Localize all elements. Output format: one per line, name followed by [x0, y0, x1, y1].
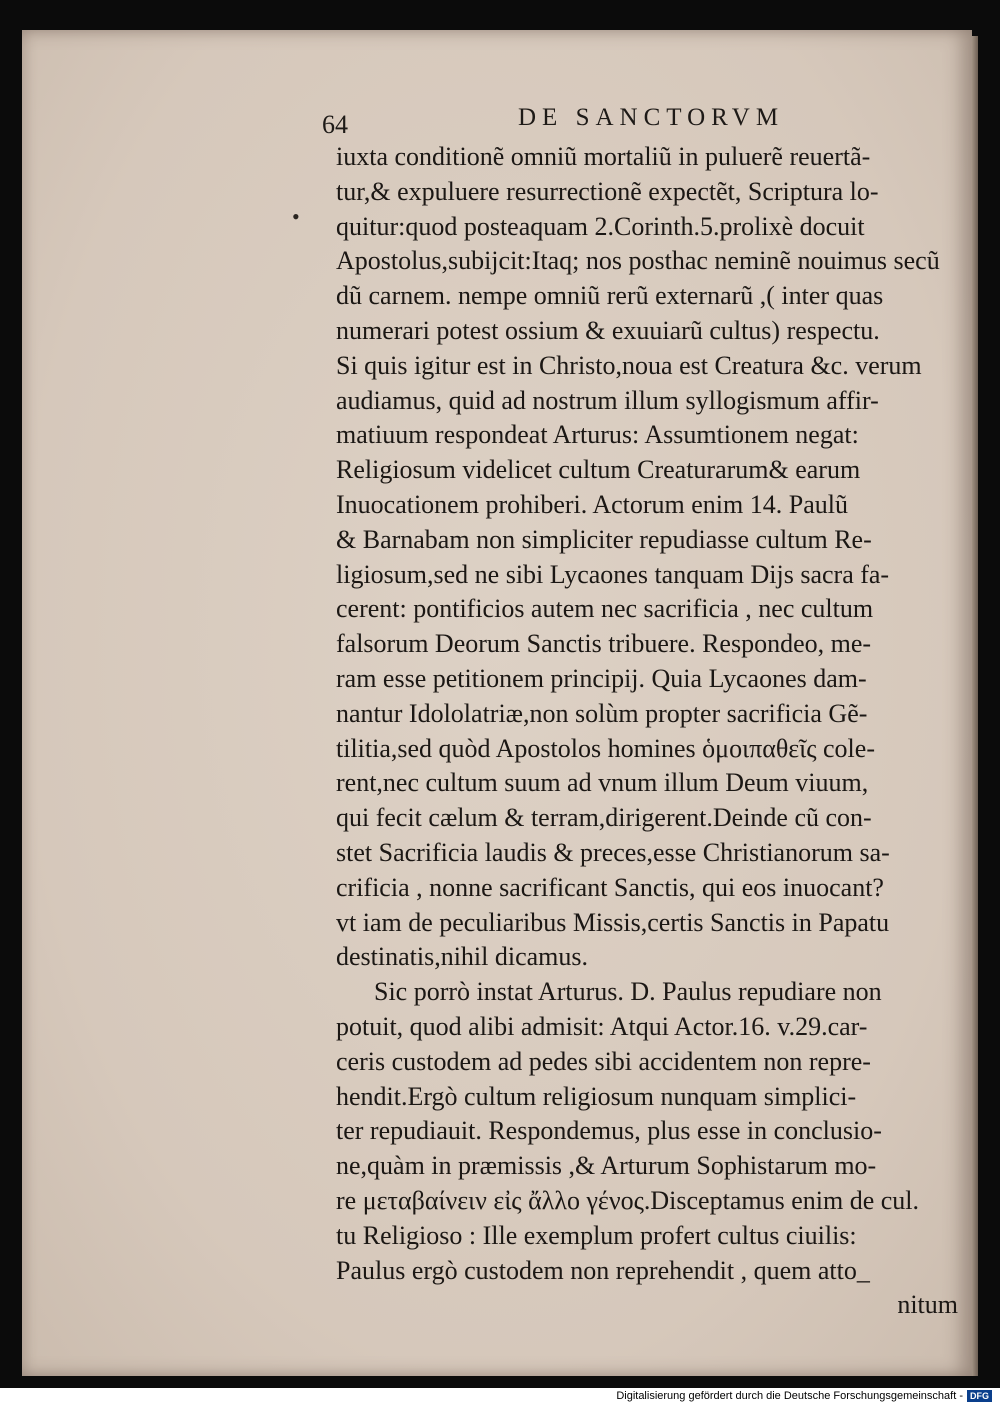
text-line: matiuum respondeat Arturus: Assumtionem negat: — [336, 420, 859, 450]
text-line: Paulus ergò custodem non reprehendit , quem atto_ — [336, 1255, 870, 1285]
text-line: rent,nec cultum suum ad vnum illum Deum viuum, — [336, 768, 869, 798]
text-line: Si quis igitur est in Christo,noua est Creatura &c. verum — [336, 350, 922, 380]
margin-mark: • — [292, 204, 300, 229]
page-header — [322, 104, 792, 144]
paragraph-start-line: Sic porrò instat Arturus. D. Paulus repudiare non — [374, 977, 882, 1007]
text-line: tu Religioso : Ille exemplum profert cultus ciuilis: — [336, 1220, 857, 1250]
text-line: falsorum Deorum Sanctis tribuere. Respondeo, me- — [336, 629, 872, 659]
text-line: ligiosum,sed ne sibi Lycaones tanquam Dijs sacra fa- — [336, 559, 890, 589]
dfg-logo: DFG — [967, 1390, 992, 1402]
text-line: re μεταβαίνειν εἰς ἄλλο γένος.Disceptamus enim de cul. — [336, 1185, 919, 1215]
text-line: ceris custodem ad pedes sibi accidentem non repre- — [336, 1046, 871, 1076]
text-line: Religiosum videlicet cultum Creaturarum& earum — [336, 455, 861, 485]
catchword: nitum — [897, 1290, 958, 1320]
text-line: qui fecit cælum & terram,dirigerent.Deinde cũ con- — [336, 803, 872, 833]
text-line: vt iam de peculiaribus Missis,certis Sanctis in Papatu — [336, 907, 890, 937]
text-line: ne,quàm in præmissis ,& Arturum Sophistarum mo- — [336, 1151, 877, 1181]
text-line: tilitia,sed quòd Apostolos homines ὁμοιπαθεῖς cole- — [336, 733, 875, 763]
text-line: cerent: pontificios autem nec sacrificia , nec cultum — [336, 594, 874, 624]
page-number: 64 — [322, 110, 348, 139]
text-line: destinatis,nihil dicamus. — [336, 942, 589, 972]
text-line: stet Sacrificia laudis & preces,esse Christianorum sa- — [336, 837, 890, 867]
text-line: crificia , nonne sacrificant Sanctis, qui eos inuocant? — [336, 872, 884, 902]
body-text — [336, 140, 958, 1323]
text-line: nantur Idololatriæ,non solùm propter sacrificia Gẽ- — [336, 698, 868, 728]
text-line: hendit.Ergò cultum religiosum nunquam simplici- — [336, 1081, 857, 1111]
text-line: numerari potest ossium & exuuiarũ cultus) respectu. — [336, 315, 880, 345]
text-line: audiamus, quid ad nostrum illum syllogismum affir- — [336, 385, 879, 415]
footer-text: Digitalisierung gefördert durch die Deutsche Forschungsgemeinschaft - — [616, 1390, 963, 1402]
text-line: Apostolus,subijcit:Itaq; nos posthac neminẽ nouimus secũ — [336, 246, 940, 276]
text-line: tur,& expuluere resurrectionẽ expectẽt, Scriptura lo- — [336, 176, 879, 206]
text-line: iuxta conditionẽ omniũ mortaliũ in puluerẽ reuertã- — [336, 142, 871, 171]
text-line: & Barnabam non simpliciter repudiasse cultum Re- — [336, 524, 872, 554]
text-line: potuit, quod alibi admisit: Atqui Actor.16. v.29.car- — [336, 1011, 868, 1041]
running-title: DE SANCTORVM — [518, 104, 785, 131]
digitization-footer — [600, 1390, 992, 1404]
text-line: ram esse petitionem principij. Quia Lycaones dam- — [336, 663, 867, 693]
text-line: ter repudiauit. Respondemus, plus esse in conclusio- — [336, 1116, 882, 1146]
text-line: dũ carnem. nempe omniũ rerũ externarũ ,( inter quas — [336, 281, 884, 311]
text-line: quitur:quod posteaquam 2.Corinth.5.prolixè docuit — [336, 211, 865, 241]
text-line: Inuocationem prohiberi. Actorum enim 14. Paulũ — [336, 489, 848, 519]
